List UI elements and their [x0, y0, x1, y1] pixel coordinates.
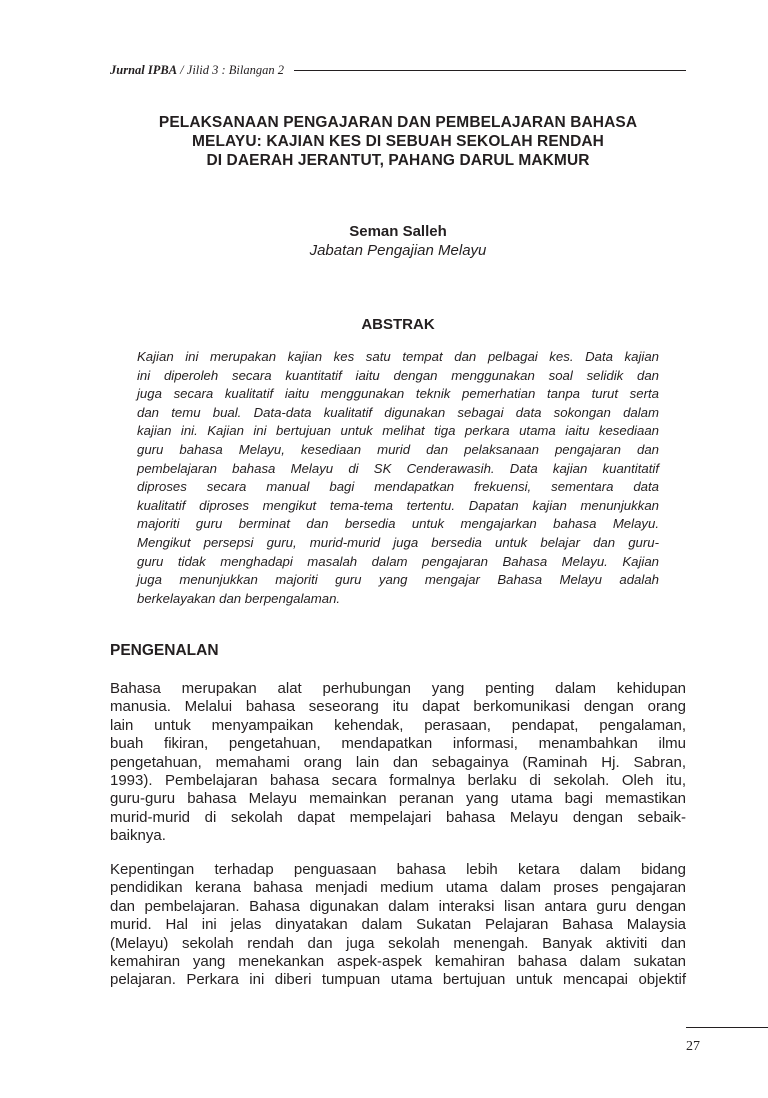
abstract-line: berkelayakan dan berpengalaman.	[137, 590, 341, 606]
paragraph-line: Bahasa merupakan alat perhubungan yang penting dalam kehidupan	[110, 680, 686, 697]
abstract-line: kualitatif diproses mengikut tema-tema tertentu. Dapatan kajian menunjukkan	[137, 497, 659, 513]
paragraph-line: manusia. Melalui bahasa seseorang itu dapat berkomunikasi dengan orang	[110, 698, 686, 716]
abstract-line: ini diperoleh secara kuantitatif iaitu dengan menggunakan soal selidik dan	[137, 367, 659, 383]
abstract-line: juga secara kualitatif iaitu menggunakan teknik pemerhatian tanpa turut serta	[137, 386, 659, 402]
abstract-line: guru bahasa Melayu, kesediaan murid dan pelaksanaan pengajaran dan	[137, 441, 659, 457]
section-heading: PENGENALAN	[110, 642, 219, 659]
footer-rule	[686, 1027, 768, 1028]
abstract-heading: ABSTRAK	[361, 316, 435, 333]
title-line: DI DAERAH JERANTUT, PAHANG DARUL MAKMUR	[206, 152, 590, 169]
author-name: Seman Salleh	[349, 223, 447, 240]
abstract-line: majoriti guru berminat dan bersedia untuk mengajarkan bahasa Melayu.	[137, 516, 659, 532]
paragraph-line: guru-guru bahasa Melayu memainkan peranan yang utama bagi memastikan	[110, 790, 686, 808]
paragraph-line: buah fikiran, pengetahuan, mendapatkan informasi, menambahkan ilmu	[110, 735, 686, 753]
abstract-line: Kajian ini merupakan kajian kes satu tempat dan pelbagai kes. Data kajian	[137, 349, 659, 364]
journal-citation	[110, 63, 284, 78]
title-line: MELAYU: KAJIAN KES DI SEBUAH SEKOLAH RENDAH	[192, 133, 604, 150]
paragraph-line: lain untuk menyampaikan kehendak, perasaan, pendapat, pengalaman,	[110, 716, 686, 734]
paragraph-line: pengetahuan, memahami orang lain dan sebagainya (Raminah Hj. Sabran,	[110, 753, 686, 771]
abstract-line: dan temu bual. Data-data kualitatif digunakan sebagai data sokongan dalam	[137, 404, 659, 420]
abstract-line: diproses secara manual bagi mendapatkan frekuensi, sementara data	[137, 479, 659, 495]
paragraph-line: murid-murid di sekolah dapat mempelajari bahasa Melayu dengan sebaik-	[110, 808, 686, 826]
abstract-line: kajian ini. Kajian ini bertujuan untuk melihat tiga perkara utama iaitu kesediaan	[137, 423, 659, 439]
paragraph-line: (Melayu) sekolah rendah dan juga sekolah menengah. Banyak aktiviti dan	[110, 934, 686, 952]
paragraph-line: pendidikan kerana bahasa menjadi medium utama dalam proses pengajaran	[110, 879, 686, 897]
body-paragraph	[110, 680, 686, 846]
author-block	[110, 222, 686, 260]
abstract-body	[137, 348, 659, 608]
article-title	[110, 113, 686, 170]
title-line: PELAKSANAAN PENGAJARAN DAN PEMBELAJARAN BAHASA	[158, 114, 638, 131]
author-affiliation: Jabatan Pengajian Melayu	[309, 242, 487, 259]
journal-name: Jurnal IPBA	[110, 62, 178, 77]
header-rule	[294, 70, 686, 71]
paragraph-line: pelajaran. Perkara ini diberi tumpuan utama bertujuan untuk mencapai objektif	[110, 971, 686, 989]
page-number: 27	[686, 1039, 700, 1054]
paragraph-line: 1993). Pembelajaran bahasa secara formalnya berlaku di sekolah. Oleh itu,	[110, 771, 686, 789]
paragraph-line: baiknya.	[110, 827, 166, 845]
journal-issue: / Jilid 3 : Bilangan 2	[177, 62, 284, 77]
running-header	[110, 61, 686, 79]
abstract-line: Mengikut persepsi guru, murid-murid juga bersedia untuk belajar dan guru-	[137, 534, 659, 550]
paragraph-line: murid. Hal ini jelas dinyatakan dalam Sukatan Pelajaran Bahasa Malaysia	[110, 916, 686, 934]
paragraph-line: dan pembelajaran. Bahasa digunakan dalam interaksi lisan antara guru dengan	[110, 897, 686, 915]
paragraph-line: Kepentingan terhadap penguasaan bahasa lebih ketara dalam bidang	[110, 861, 686, 878]
abstract-line: guru tidak menghadapi masalah dalam pengajaran Bahasa Melayu. Kajian	[137, 553, 659, 569]
abstract-line: juga menunjukkan majoriti guru yang mengajar Bahasa Melayu adalah	[137, 572, 659, 588]
abstract-line: pembelajaran bahasa Melayu di SK Cenderawasih. Data kajian kuantitatif	[137, 460, 659, 476]
body-paragraph	[110, 861, 686, 990]
paragraph-line: kemahiran yang menekankan aspek-aspek kemahiran bahasa dalam sukatan	[110, 952, 686, 970]
